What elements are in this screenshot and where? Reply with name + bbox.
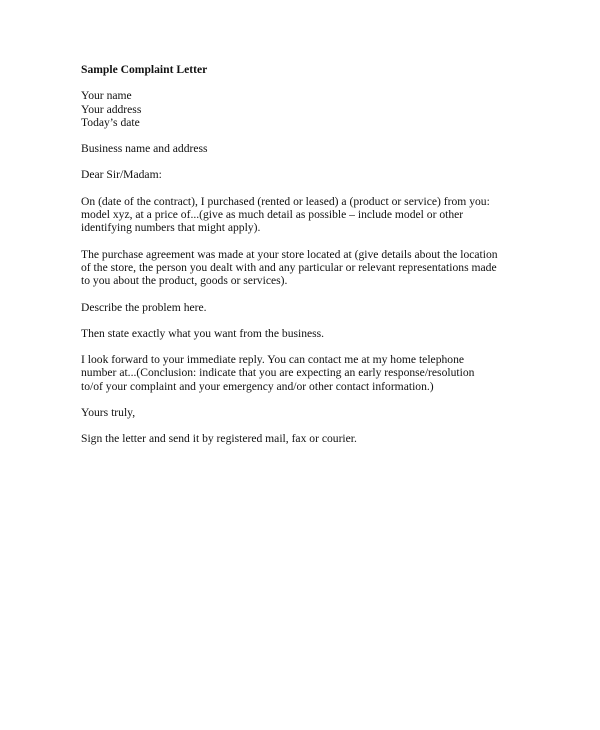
paragraph-agreement [81,248,531,288]
paragraph-line: to/of your complaint and your emergency and/or other contact information.) [81,379,434,393]
paragraph-purchase [81,195,531,235]
paragraph-line: model xyz, at a price of...(give as much detail as possible – include model or other [81,208,464,222]
closing-line: Yours truly, [81,406,136,420]
salutation-line: Dear Sir/Madam: [81,168,162,182]
salutation [81,168,531,181]
complaint-letter [81,63,531,459]
paragraph-line: The purchase agreement was made at your store located at (give details about the location [81,247,498,261]
paragraph-line: Describe the problem here. [81,300,207,314]
signature-note [81,432,531,445]
paragraph-line: number at...(Conclusion: indicate that you are expecting an early response/resolution [81,366,475,380]
paragraph-line: identifying numbers that might apply). [81,221,261,235]
paragraph-problem [81,301,531,314]
paragraph-conclusion [81,353,531,393]
sender-address: Your address [81,102,142,116]
paragraph-line: On (date of the contract), I purchased (rented or leased) a (product or service) from you: [81,194,490,208]
sender-name: Your name [81,89,132,103]
paragraph-line: to you about the product, goods or services). [81,274,288,288]
paragraph-line: of the store, the person you dealt with and any particular or relevant representations made [81,260,497,274]
closing [81,406,531,419]
letter-title: Sample Complaint Letter [81,63,208,76]
recipient-line: Business name and address [81,142,208,156]
recipient-block [81,142,531,155]
paragraph-line: I look forward to your immediate reply. You can contact me at my home telephone [81,353,465,367]
signature-note-line: Sign the letter and send it by registered mail, fax or courier. [81,432,357,446]
sender-block [81,89,531,129]
paragraph-request [81,327,531,340]
sender-date: Today’s date [81,115,140,129]
paragraph-line: Then state exactly what you want from the business. [81,326,325,340]
